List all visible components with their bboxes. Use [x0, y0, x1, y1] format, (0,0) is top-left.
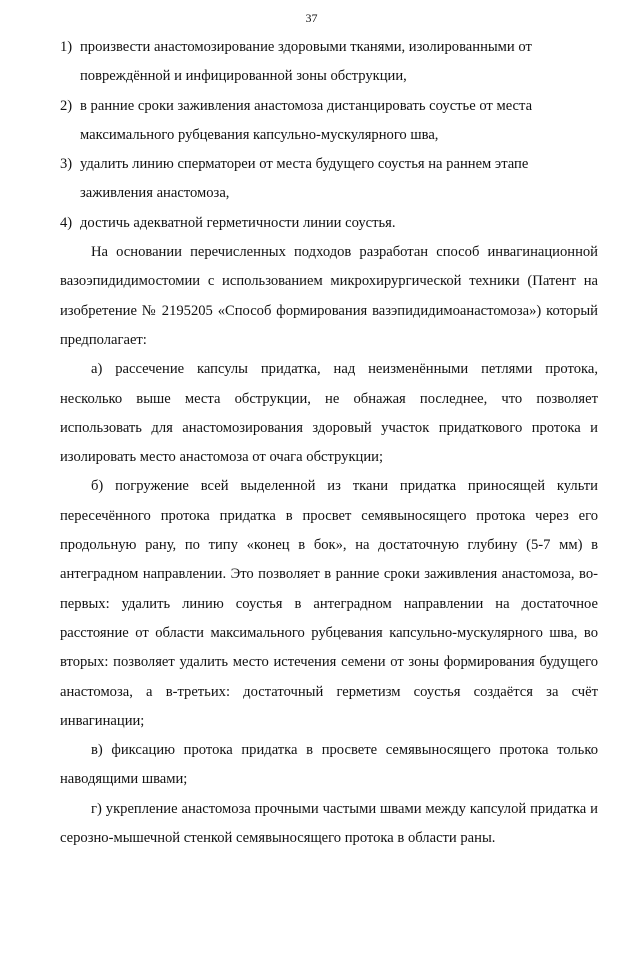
- approach-list: [60, 33, 598, 238]
- page-body: [60, 33, 598, 853]
- list-item-number: 1): [60, 39, 73, 55]
- list-item-text: удалить линию сперматореи от места будущего соустья на раннем этапе заживления анастомоза,: [80, 156, 529, 202]
- list-item-text: в ранние сроки заживления анастомоза дистанцировать соустье от места максимального рубцевания капсульно-мускулярного шва,: [80, 97, 533, 143]
- list-item-text: произвести анастомозирование здоровыми тканями, изолированными от повреждённой и инфицированной зоны обструкции,: [80, 39, 532, 85]
- list-item: [60, 92, 598, 151]
- list-item-text: достичь адекватной герметичности линии соустья.: [80, 214, 396, 231]
- list-item-number: 2): [60, 97, 73, 114]
- paragraph: б) погружение всей выделенной из ткани придатка приносящей культи пересечённого протока придатка в просвет семявыносящего протока через его продольную рану, по типу «конец в бок», на достаточную глубину (5-7 мм) в антеградном направлении. Это позволяет в ранние сроки заживления анастомоза, во-первых: удалить линию соустья в антеградном направлении на достаточное расстояние от области максимального рубцевания капсульно-мускулярного шва, во вторых: позволяет удалить место истечения семени от зоны формирования будущего анастомоза, а в-третьих: достаточный герметизм соустья создаётся за счёт инвагинации;: [60, 478, 598, 729]
- paragraph: в) фиксацию протока придатка в просвете семявыносящего протока только наводящими швами;: [60, 742, 598, 788]
- list-item: [60, 150, 598, 209]
- paragraph: а) рассечение капсулы придатка, над неизменёнными петлями протока, несколько выше места обструкции, не обнажая последнее, что позволяет использовать для анастомозирования здоровый участок придаткового протока и изолировать место анастомоза от очага обструкции;: [60, 361, 598, 466]
- list-item: [60, 33, 598, 92]
- list-item-number: 4): [60, 214, 73, 231]
- page-number: 37: [305, 11, 318, 25]
- paragraph: г) укрепление анастомоза прочными частыми швами между капсулой придатка и серозно-мышечной стенкой семявыносящего протока в области раны.: [60, 800, 598, 847]
- list-item: [60, 209, 598, 238]
- paragraph: На основании перечисленных подходов разработан способ инвагинационной вазоэпидидимостомии с использованием микрохирургической техники (Патент на изобретение № 2195205 «Способ формирования вазэпидидимоанастомоза») который предполагает:: [60, 244, 598, 348]
- list-item-number: 3): [60, 156, 73, 173]
